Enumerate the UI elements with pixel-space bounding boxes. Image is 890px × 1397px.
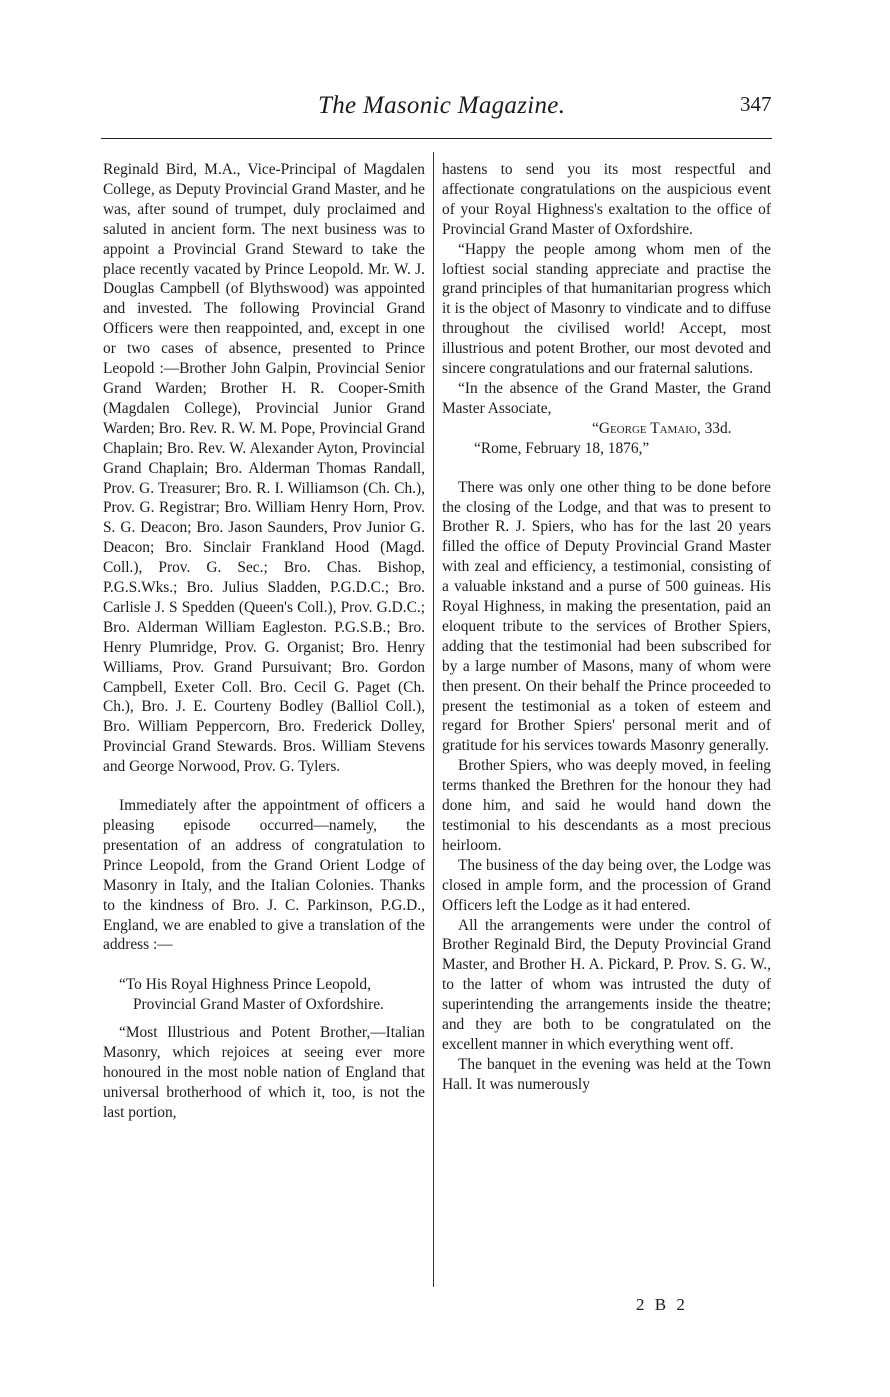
signature-name: George Tamaio: [598, 419, 697, 437]
address-date: “Rome, February 18, 1876,”: [474, 439, 650, 457]
right-paragraph-4: There was only one other thing to be done before the closing of the Lodge, and that was to present to Brother R. J. Spiers, who has for the last 20 years filled the office of Deputy Provincial Grand Master with zeal and efficiency, a testimonial, consisting of a valuable inkstand and a purse of 500 guineas. His Royal Highness, in making the presentation, paid an eloquent tribute to the services of Brother Spiers, adding that the testimonial had been subscribed for by a large number of Masons, many of whom were then present. On their behalf the Prince proceeded to present the testimonial as a token of esteem and regard for Brother Spiers' personal merit and of gratitude for his services towards Masonry generally.: [442, 478, 771, 755]
right-paragraph-8: The banquet in the evening was held at the Town Hall. It was numerously: [442, 1055, 771, 1093]
printer-signature-mark: 2 B 2: [636, 1295, 688, 1314]
signature-open-quote: “: [592, 419, 599, 437]
right-paragraph-2: “Happy the people among whom men of the loftiest social standing appreciate and practise the grand principles of that humanitarian progress which it is the object of Masonry to vindicate and to diffuse throughout the civilised world! Accept, most illustrious and potent Brother, our most devoted and sincere congratulations and our fraternal salutions.: [442, 240, 771, 378]
left-paragraph-4: “Most Illustrious and Potent Brother,—Italian Masonry, which rejoices at seeing ever more honoured in the most noble nation of England that universal brotherhood of which it, too, is not the last portion,: [103, 1024, 425, 1121]
column-divider: [433, 152, 434, 1287]
running-title: The Masonic Magazine.: [318, 92, 566, 119]
left-paragraph-2: Immediately after the appointment of officers a pleasing episode occurred—namely, the presentation of an address of congratulation to Prince Leopold, from the Grand Orient Lodge of Masonry in Italy, and the Italian Colonies. Thanks to the kindness of Bro. J. C. Parkinson, P.G.D., England, we are enabled to give a translation of the address :—: [103, 797, 425, 954]
address-signature: [442, 419, 771, 439]
right-paragraph-1: hastens to send you its most respectful and affectionate congratulations on the auspicious event of your Royal Highness's exaltation to the office of Provincial Grand Master of Oxfordshire.: [442, 161, 771, 238]
header-rule: [101, 138, 772, 139]
left-paragraph-1: Reginald Bird, M.A., Vice-Principal of Magdalen College, as Deputy Provincial Grand Master, and he was, after sound of trumpet, duly proclaimed and saluted in ancient form. The next business was to appoint a Provincial Grand Steward to take the place recently vacated by Prince Leopold. Mr. W. J. Douglas Campbell (of Blythswood) was appointed and invested. The following Provincial Grand Officers were then reappointed, and, except in one or two cases of absence, presented to Prince Leopold :—Brother John Galpin, Provincial Senior Grand Warden; Brother H. R. Cooper-Smith (Magdalen College), Provincial Junior Grand Warden; Bro. Rev. R. W. M. Pope, Provincial Grand Chaplain; Bro. Rev. W. Alexander Ayton, Provincial Grand Chaplain; Bro. Alderman Thomas Randall, Prov. G. Treasurer; Bro. R. I. Williamson (Ch. Ch.), Prov. G. Registrar; Bro. William Henry Horn, Prov. S. G. Deacon; Bro. Jason Saunders, Prov Junior G. Deacon; Bro. Sinclair Frankland Hood (Magd. Coll.), Prov. G. Sec.; Bro. Chas. Bishop, P.G.S.Wks.; Bro. Julius Sladden, P.G.D.C.; Bro. Carlisle J. S Spedden (Queen's Coll.), Prov. G.D.C.; Bro. Alderman William Eagleston. P.G.S.B.; Bro. Henry Plumridge, Prov. G. Organist; Bro. Henry Williams, Prov. Grand Pursuivant; Bro. Gordon Campbell, Exeter Coll. Bro. Cecil G. Paget (Ch. Ch.), Bro. J. E. Courteny Bodley (Balliol Coll.), Bro. William Peppercorn, Bro. Frederick Dolley, Provincial Grand Stewards. Bros. William Stevens and George Norwood, Prov. G. Tylers.: [103, 161, 425, 776]
page-number: 347: [740, 92, 772, 116]
right-paragraph-7: All the arrangements were under the control of Brother Reginald Bird, the Deputy Provincial Grand Master, and Brother H. A. Pickard, P. Prov. S. G. W., to the latter of whom was intrusted the duty of superintending the arrangements inside the theatre; and they are both to be congratulated on the excellent manner in which everything went off.: [442, 916, 771, 1053]
right-paragraph-6: The business of the day being over, the Lodge was closed in ample form, and the procession of Grand Officers left the Lodge as it had entered.: [442, 856, 771, 914]
address-salutation: “To His Royal Highness Prince Leopold, Provincial Grand Master of Oxfordshire.: [119, 976, 384, 1014]
left-column: [103, 160, 425, 1123]
right-paragraph-5: Brother Spiers, who was deeply moved, in feeling terms thanked the Brethren for the honour they had done him, and said he would hand down the testimonial to his descendants as a most precious heirloom.: [442, 757, 771, 854]
right-paragraph-3: “In the absence of the Grand Master, the Grand Master Associate,: [442, 379, 771, 417]
signature-rank: , 33d.: [696, 419, 732, 437]
right-column: [442, 160, 771, 1095]
